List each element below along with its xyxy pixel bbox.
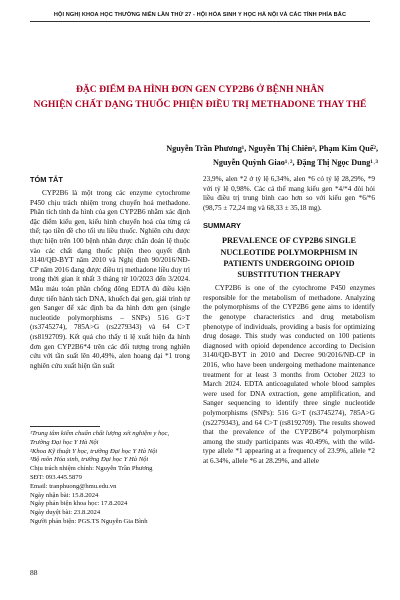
authors-line: Nguyễn Quỳnh Giao¹˒², Đặng Thị Ngọc Dung¹˒³ xyxy=(212,157,378,167)
summary-en-text: CYP2B6 is one of the cytochrome P450 enzymes responsible for the metabolism of methadone. Analyzing the polymorphisms of the CYP2B6 gene aims to identify the genotype characteristics and drug metabolism phenotype of individuals, providing a basis for optimizing drug dosage. This study was conducted on 100 patients diagnosed with opioid dependence according to Decision 3140/QĐ-BYT in 2010 and Decree 90/2016/NĐ-CP in 2016, who have been undergoing methadone maintenance treatment for at least 3 months from October 2023 to March 2024. EDTA anticoagulated whole blood samples were used for DNA extraction, gene amplification, and Sanger sequencing to identify three single nucleotide polymorphisms (SNPs): 516 G>T (rs3745274), 785A>G (rs2279343), and 64 C>T (rs8192709). The results showed that the prevalence of the CYP2B6*4 polymorphism among the study participants was 40.49%, with the wild-type allele *1 appearing at a frequency of 23.9%, allele *2 at 6.34%, allele *6 at 28.29%, and allele xyxy=(203,284,375,465)
footnote-review-date: Ngày phản biện khoa học: 17.8.2024 xyxy=(30,500,128,508)
summary-en-title: PREVALENCE OF CYP2B6 SINGLE NUCLEOTIDE POLYMORPHISM IN PATIENTS UNDERGOING OPIOID SUBSTITUTION THERAPY xyxy=(220,236,358,279)
title-line: ĐẶC ĐIỂM ĐA HÌNH ĐƠN GEN CYP2B6 Ở BỆNH NHÂN xyxy=(75,84,325,95)
summary-vi-heading: TÓM TẮT xyxy=(30,175,63,184)
left-column xyxy=(30,175,190,371)
article-title xyxy=(24,82,376,112)
page-number: 88 xyxy=(30,568,38,577)
running-header: HỘI NGHỊ KHOA HỌC THƯỜNG NIÊN LẦN THỨ 27 - HỘI HÓA SINH Y HỌC HÀ NỘI VÀ CÁC TỈNH PHÍA BẮC xyxy=(53,12,347,18)
footnote-email[interactable]: Email: tranphuong@hmu.edu.vn xyxy=(30,482,117,490)
authors-line: Nguyễn Trần Phương¹, Nguyễn Thị Chiên², Phạm Kim Quế², xyxy=(166,144,378,153)
footnote-affiliation: ¹Trung tâm kiểm chuẩn chất lượng xét nghiệm y học, Trường Đại học Y Hà Nội xyxy=(30,430,170,446)
footnote-affiliation: ³Bộ môn Hóa sinh, trường Đại học Y Hà Nội xyxy=(30,456,149,464)
footnote-phone: SĐT: 093.445.5879 xyxy=(30,473,82,481)
title-line: NGHIỆN CHẤT DẠNG THUỐC PHIỆN ĐIỀU TRỊ METHADONE THAY THẾ xyxy=(33,99,367,110)
author-list xyxy=(150,142,378,169)
footnote-corresponding-author: Chịu trách nhiệm chính: Nguyễn Trần Phương xyxy=(30,465,153,473)
summary-vi-continued: 23,9%, alen *2 ở tỷ lệ 6,34%, alen *6 có tỷ lệ 28,29%, *9 với tỷ lệ 0,98%. Các cá thể mang kiểu gen *4/*4 đòi hỏi liều điều trị trung bình cao hơn so với kiểu gen *6/*6 (98,75 ± 72,24 mg và 68,33 ± 35,18 mg). xyxy=(203,175,375,212)
footnote-received-date: Ngày nhận bài: 15.8.2024 xyxy=(30,491,99,499)
footnote-affiliation: ²Khoa Kỹ thuật Y học, trường Đại học Y Hà Nội xyxy=(30,447,158,455)
summary-vi-text: CYP2B6 là một trong các enzyme cytochrome P450 chịu trách nhiệm trong chuyển hoá methadone. Phân tích tính đa hình của gen CYP2B6 nhằm xác định đặc điểm kiểu gen, kiểu hình chuyển hoá của từng cá thể; tạo tiền đề cho tối ưu liều thuốc. Nghiên cứu được thực hiện trên 100 bệnh nhân được chẩn đoán lệ thuộc vào các chất dạng thuốc phiện theo quyết định 3140/QĐ-BYT năm 2010 và Nghị định 90/2016/NĐ-CP năm 2016 đang được điều trị methadone liều duy trì trong thời gian ít nhất 3 tháng từ 10/2023 đến 3/2024. Mẫu máu toàn phần chống đông EDTA đủ điều kiện được tiến hành tách DNA, khuếch đại gen, giải trình tự gen Sanger để xác định ba đa hình đơn gen (single nucleotide polymorphisms – SNPs) 516 G>T (rs3745274), 785A>G (rs2279343) và 64 C>T (rs8192709). Kết quả cho thấy tỉ lệ xuất hiện đa hình đơn gen CYP2B6*4 trên các đối tượng trong nghiên cứu với tần suất lên 40,49%, alen hoang dại *1 trong nghiên cứu xuất hiện tần suất xyxy=(30,189,190,370)
summary-en-heading: SUMMARY xyxy=(203,221,241,231)
footnote-accepted-date: Ngày duyệt bài: 23.8.2024 xyxy=(30,509,101,517)
header-divider xyxy=(30,21,370,22)
footnotes xyxy=(30,430,190,527)
footnote-reviewer: Người phản biện: PGS.TS Nguyễn Gia Bình xyxy=(30,517,148,525)
footnote-divider xyxy=(30,426,100,427)
right-column xyxy=(203,175,375,466)
